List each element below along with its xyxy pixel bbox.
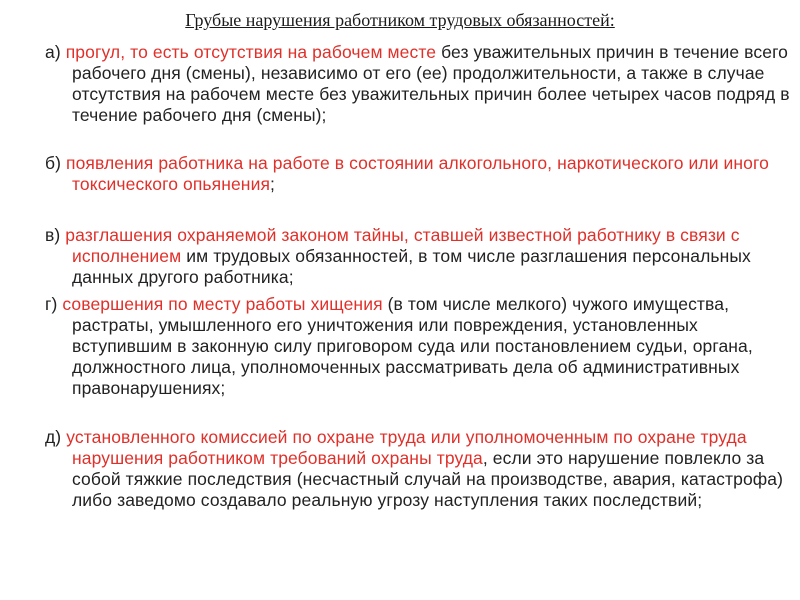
item-highlight: совершения по месту работы хищения (62, 294, 383, 314)
item-text: (в том числе мелкого) чужого имущества, растраты, умышленного его уничтожения или повреждения, установленных вступившим в законную силу приговором суда или постановлением судьи, органа, должностного лица, уполномоченных рассматривать дела об административных правонарушениях; (72, 294, 753, 398)
item-text: , если это нарушение повлекло за собой тяжкие последствия (несчастный случай на производстве, авария, катастрофа) либо заведомо создавало реальную угрозу наступления таких последствий; (72, 448, 784, 510)
item-prefix: б) (45, 153, 67, 173)
item-highlight: прогул, то есть отсутствия на рабочем месте (65, 42, 437, 62)
page-title: Грубые нарушения работником трудовых обязанностей: (185, 10, 615, 30)
list-item-g (45, 294, 792, 399)
item-text: им трудовых обязанностей, в том числе разглашения персональных данных другого работника; (72, 246, 751, 287)
item-prefix: д) (45, 427, 67, 447)
list-item-b (45, 153, 792, 195)
list-item-a (45, 42, 792, 126)
item-prefix: в) (45, 225, 66, 245)
item-highlight: разглашения охраняемой законом тайны, ставшей известной работнику в связи с исполнением (65, 225, 740, 266)
item-highlight: появления работника на работе в состоянии алкогольного, наркотического или иного токсического опьянения (66, 153, 769, 194)
list-item-v (45, 225, 792, 288)
item-prefix: г) (45, 294, 63, 314)
item-prefix: а) (45, 42, 66, 62)
item-highlight: установленного комиссией по охране труда или уполномоченным по охране труда нарушения работником требований охраны труда (66, 427, 747, 468)
list-item-d (45, 427, 792, 511)
item-text: без уважительных причин в течение всего рабочего дня (смены), независимо от его (ее) продолжительности, а также в случае отсутствия на рабочем месте без уважительных причин более четырех часов подряд в течение рабочего дня (смены); (72, 42, 790, 125)
item-text: ; (270, 174, 275, 194)
